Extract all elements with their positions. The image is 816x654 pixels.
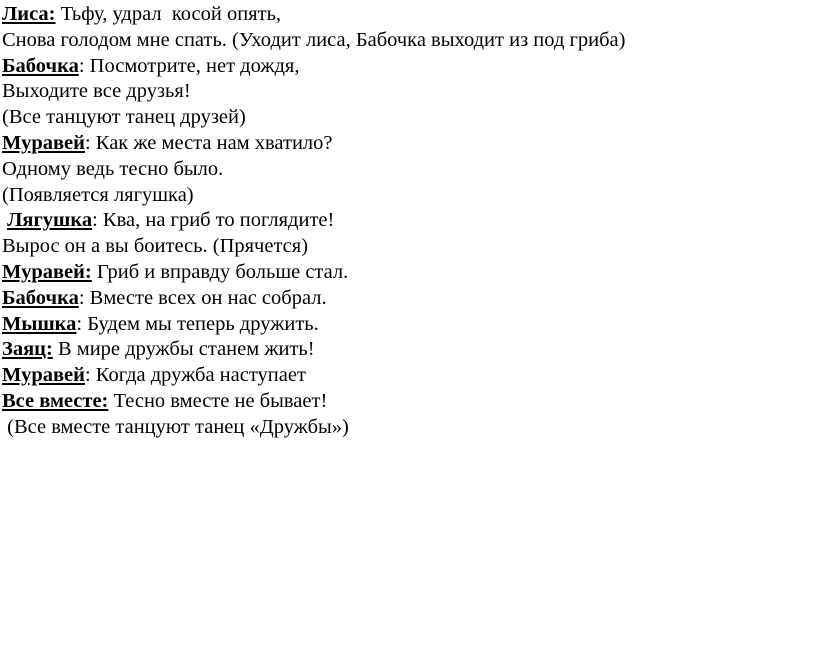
- line-text: Вырос он а вы боитесь. (Прячется): [2, 235, 309, 258]
- script-line: [2, 54, 812, 80]
- line-text: (Появляется лягушка): [2, 183, 194, 206]
- script-line: [2, 234, 812, 260]
- speaker-name: Муравей: [2, 131, 85, 154]
- script-line: [2, 312, 812, 338]
- speaker-name: Бабочка: [2, 54, 79, 77]
- speaker-name: Заяц:: [2, 338, 53, 361]
- script-line: [2, 105, 812, 131]
- line-text: : Ква, на гриб то поглядите!: [92, 209, 335, 232]
- script-document: [2, 2, 812, 441]
- script-line: [2, 131, 812, 157]
- speaker-name: Муравей: [2, 364, 85, 387]
- script-line: [2, 389, 812, 415]
- speaker-name: Все вместе:: [2, 389, 109, 412]
- speaker-name: Муравей:: [2, 260, 92, 283]
- line-text: : Будем мы теперь дружить.: [76, 312, 319, 335]
- speaker-name: Лиса:: [2, 3, 56, 25]
- line-text: Гриб и вправду больше стал.: [91, 260, 349, 283]
- script-line: [2, 2, 812, 28]
- line-text: : Когда дружба наступает: [84, 364, 306, 387]
- line-text: В мире дружбы станем жить!: [52, 338, 315, 361]
- line-text: Тьфу, удрал косой опять,: [55, 3, 282, 25]
- line-text: : Вместе всех он нас собрал.: [78, 286, 327, 309]
- script-line: [2, 79, 812, 105]
- line-text: : Посмотрите, нет дождя,: [78, 54, 300, 77]
- speaker-name: Бабочка: [2, 286, 79, 309]
- line-text: : Как же места нам хватило?: [84, 131, 333, 154]
- script-line: [2, 28, 812, 54]
- script-line: [2, 363, 812, 389]
- script-line: [2, 183, 812, 209]
- speaker-name: Мышка: [2, 312, 77, 335]
- line-text: Одному ведь тесно было.: [2, 157, 224, 180]
- line-text: Снова голодом мне спать. (Уходит лиса, Бабочка выходит из под гриба): [2, 28, 626, 51]
- script-line: [2, 260, 812, 286]
- script-line: [2, 286, 812, 312]
- line-text: (Все вместе танцуют танец «Дружбы»): [2, 415, 349, 438]
- line-text: (Все танцуют танец друзей): [2, 106, 246, 129]
- line-text: Тесно вместе не бывает!: [108, 389, 328, 412]
- line-text: Выходите все друзья!: [2, 80, 191, 103]
- speaker-name: Лягушка: [7, 209, 93, 232]
- script-line: [2, 157, 812, 183]
- script-line: [2, 415, 812, 441]
- script-line: [2, 337, 812, 363]
- script-line: [2, 208, 812, 234]
